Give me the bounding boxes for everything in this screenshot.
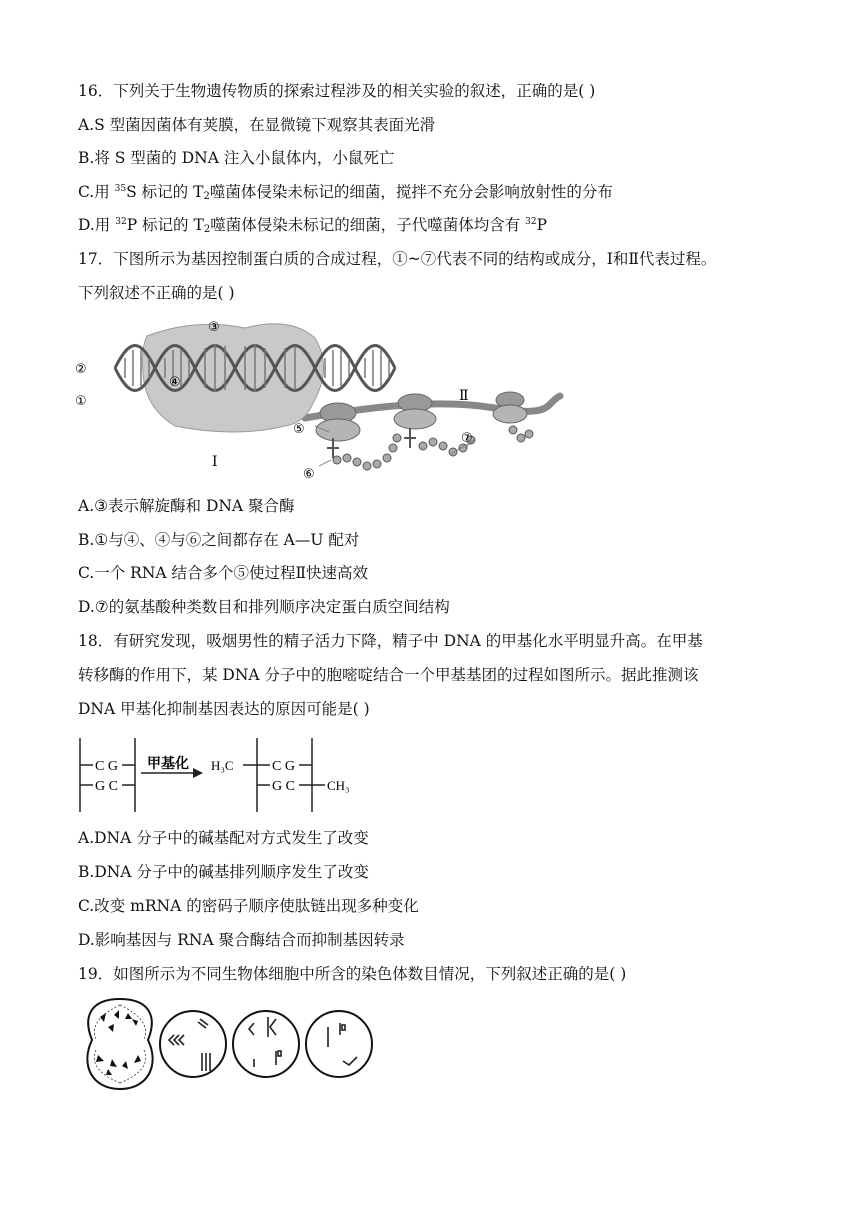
q16-option-a: A.S 型菌因菌体有荚膜，在显微镜下观察其表面光滑 [78, 116, 436, 134]
q16-option-c: C.用 $^{35}$S 标记的 $T_2$噬菌体侵染未标记的细菌，搅拌不充分会影响放射性的分布 [78, 183, 613, 202]
process-2-label: Ⅱ [459, 388, 469, 404]
label-2: ② [75, 362, 87, 377]
label-6: ⑥ [303, 467, 315, 482]
q17-option-c: C.一个 RNA 结合多个⑤使过程Ⅱ快速高效 [78, 564, 369, 582]
left-bottom-pair: G C [95, 779, 118, 794]
q18-option-a: A.DNA 分子中的碱基配对方式发生了改变 [78, 829, 369, 847]
q19-stem: 19．如图所示为不同生物体细胞中所含的染色体数目情况，下列叙述正确的是( ) [78, 965, 627, 983]
q18-option-d: D.影响基因与 RNA 聚合酶结合而抑制基因转录 [78, 931, 405, 949]
q16-option-b: B.将 S 型菌的 DNA 注入小鼠体内，小鼠死亡 [78, 149, 395, 167]
q18-stem-line3: DNA 甲基化抑制基因表达的原因可能是( ) [78, 700, 370, 718]
methylation-arrow-label: 甲基化 [147, 756, 189, 772]
q17-option-a: A.③表示解旋酶和 DNA 聚合酶 [78, 497, 295, 515]
right-top-methyl: H₃C [211, 758, 234, 773]
q16-option-d: D.用 $^{32}$P 标记的 $T_2$噬菌体侵染未标记的细菌，子代噬菌体均含有 $^{32}$P [78, 216, 548, 235]
methylation-diagram [75, 735, 365, 815]
right-bottom-pair: G C [272, 779, 295, 794]
label-1: ① [75, 394, 87, 409]
q17-stem-line2: 下列叙述不正确的是( ) [78, 284, 235, 302]
left-top-pair: C G [95, 759, 118, 774]
gene-expression-diagram [75, 308, 565, 488]
q17-option-d: D.⑦的氨基酸种类数目和排列顺序决定蛋白质空间结构 [78, 598, 450, 616]
q16-stem: 16．下列关于生物遗传物质的探索过程涉及的相关实验的叙述，正确的是( ) [78, 82, 596, 100]
q17-option-b: B.①与④、④与⑥之间都存在 A—U 配对 [78, 531, 360, 549]
label-4: ④ [169, 375, 181, 390]
q18-stem-line2: 转移酶的作用下，某 DNA 分子中的胞嘧啶结合一个甲基基团的过程如图所示。据此推测该 [78, 666, 699, 684]
q18-option-c: C.改变 mRNA 的密码子顺序使肽链出现多种变化 [78, 897, 419, 915]
label-5: ⑤ [293, 422, 305, 437]
label-3: ③ [208, 320, 220, 335]
process-1-label: Ⅰ [212, 454, 218, 470]
right-top-pair: C G [272, 759, 295, 774]
chromosome-cells-diagram [78, 995, 378, 1095]
q18-option-b: B.DNA 分子中的碱基排列顺序发生了改变 [78, 863, 369, 881]
label-7: ⑦ [461, 431, 473, 446]
q18-stem-line1: 18．有研究发现，吸烟男性的精子活力下降，精子中 DNA 的甲基化水平明显升高。在甲基 [78, 632, 703, 650]
q17-stem-line1: 17．下图所示为基因控制蛋白质的合成过程，①~⑦代表不同的结构或成分，Ⅰ和Ⅱ代表过程。 [78, 250, 717, 268]
right-bottom-methyl: CH₃ [327, 778, 350, 793]
